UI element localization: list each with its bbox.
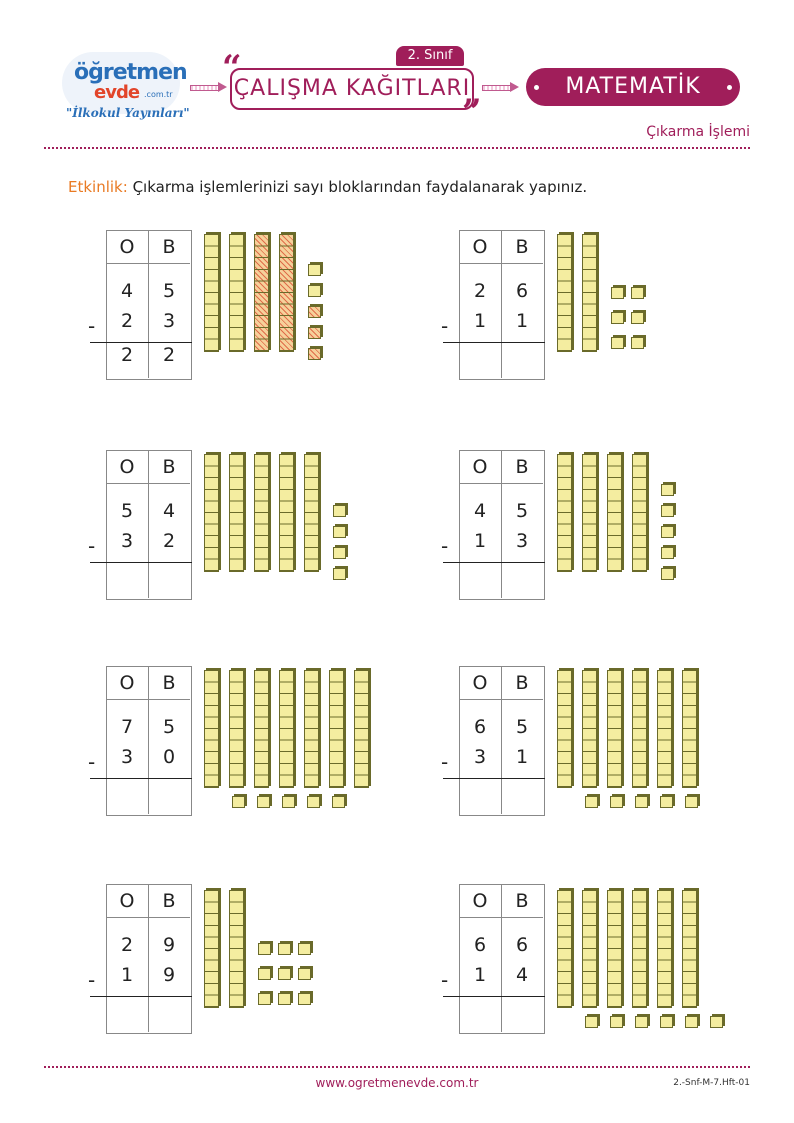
unit-cube xyxy=(610,796,623,808)
minuend-ones: 5 xyxy=(515,716,529,738)
unit-cube xyxy=(258,993,271,1005)
ten-rod xyxy=(682,890,697,1008)
minus-sign: - xyxy=(88,314,96,338)
unit-cube xyxy=(635,1016,648,1028)
header-tens: O xyxy=(472,672,488,694)
minuend-tens: 7 xyxy=(120,716,134,738)
minuend-ones: 5 xyxy=(162,716,176,738)
ten-rod xyxy=(304,454,319,572)
minuend-ones: 6 xyxy=(515,280,529,302)
ten-rod xyxy=(229,670,244,788)
logo-domain: .com.tr xyxy=(144,90,173,99)
ten-rod xyxy=(204,890,219,1008)
header-tens: O xyxy=(472,456,488,478)
header-tens: O xyxy=(119,456,135,478)
unit-cube xyxy=(278,993,291,1005)
header-ones: B xyxy=(515,456,529,478)
grade-tab: 2. Sınıf xyxy=(396,46,464,66)
unit-cube xyxy=(685,796,698,808)
unit-cube xyxy=(631,312,644,324)
subtrahend-ones: 1 xyxy=(515,746,529,768)
close-quote-icon: ” xyxy=(462,92,482,132)
answer-line xyxy=(90,342,192,343)
base-ten-blocks-8 xyxy=(557,888,717,1034)
ten-rod xyxy=(204,234,219,352)
footer-divider xyxy=(44,1066,750,1068)
unit-cube xyxy=(585,1016,598,1028)
base-ten-blocks-5 xyxy=(204,668,364,814)
unit-cube xyxy=(308,327,321,339)
footer-url[interactable]: www.ogretmenevde.com.tr xyxy=(315,1076,479,1090)
unit-cube xyxy=(661,547,674,559)
ten-rod xyxy=(607,890,622,1008)
minus-sign: - xyxy=(88,534,96,558)
ten-rod xyxy=(279,234,294,352)
ten-rod xyxy=(582,454,597,572)
ten-rod xyxy=(204,454,219,572)
base-ten-blocks-4 xyxy=(557,452,687,578)
header-tens: O xyxy=(472,890,488,912)
answer-ones[interactable]: 2 xyxy=(162,344,176,366)
unit-cube xyxy=(308,264,321,276)
unit-cube xyxy=(282,796,295,808)
unit-cube xyxy=(308,285,321,297)
unit-cube xyxy=(661,568,674,580)
instruction-text: Çıkarma işlemlerinizi sayı bloklarından faydalanarak yapınız. xyxy=(132,178,588,196)
logo-word-evde: evde xyxy=(94,82,140,103)
topic-label: Çıkarma İşlemi xyxy=(646,124,750,140)
minuend-tens: 6 xyxy=(473,934,487,956)
unit-cube xyxy=(333,526,346,538)
ten-rod xyxy=(582,670,597,788)
unit-cube xyxy=(298,943,311,955)
minus-sign: - xyxy=(441,750,449,774)
ten-rod xyxy=(354,670,369,788)
ten-rod xyxy=(557,670,572,788)
unit-cube xyxy=(332,796,345,808)
header-tens: O xyxy=(119,890,135,912)
ten-rod xyxy=(632,890,647,1008)
header-tens: O xyxy=(119,236,135,258)
subtrahend-tens: 1 xyxy=(120,964,134,986)
answer-tens[interactable]: 2 xyxy=(120,344,134,366)
unit-cube xyxy=(308,306,321,318)
unit-cube xyxy=(278,943,291,955)
subtrahend-tens: 3 xyxy=(473,746,487,768)
answer-line xyxy=(90,996,192,997)
subtrahend-tens: 2 xyxy=(120,310,134,332)
unit-cube xyxy=(611,287,624,299)
open-quote-icon: “ xyxy=(222,48,242,88)
header-divider xyxy=(44,147,750,149)
ten-rod xyxy=(254,454,269,572)
unit-cube xyxy=(298,993,311,1005)
ten-rod xyxy=(329,670,344,788)
ten-rod xyxy=(304,670,319,788)
logo-tagline: "İlkokul Yayınları" xyxy=(66,106,190,120)
minuend-ones: 4 xyxy=(162,500,176,522)
subtrahend-ones: 2 xyxy=(162,530,176,552)
instruction-label: Etkinlik: xyxy=(68,178,128,196)
subtrahend-tens: 1 xyxy=(473,310,487,332)
worksheet-title-box xyxy=(230,68,474,110)
instruction xyxy=(68,178,587,196)
minus-sign: - xyxy=(441,314,449,338)
problem-7 xyxy=(88,884,192,1034)
unit-cube xyxy=(333,505,346,517)
minus-sign: - xyxy=(441,534,449,558)
unit-cube xyxy=(258,968,271,980)
unit-cube xyxy=(278,968,291,980)
answer-line xyxy=(90,778,192,779)
unit-cube xyxy=(333,568,346,580)
arrow-right-icon xyxy=(482,82,520,92)
ten-rod xyxy=(557,234,572,352)
problem-8 xyxy=(441,884,545,1034)
ten-rod xyxy=(607,670,622,788)
problem-4 xyxy=(441,450,545,600)
header-ones: B xyxy=(162,890,176,912)
ten-rod xyxy=(279,670,294,788)
subtrahend-tens: 3 xyxy=(120,746,134,768)
ten-rod xyxy=(279,454,294,572)
ten-rod xyxy=(682,670,697,788)
base-ten-blocks-3 xyxy=(204,452,354,578)
ten-rod xyxy=(582,890,597,1008)
minuend-ones: 9 xyxy=(162,934,176,956)
subject-label: MATEMATİK xyxy=(565,74,701,99)
ten-rod xyxy=(607,454,622,572)
unit-cube xyxy=(661,526,674,538)
ten-rod xyxy=(204,670,219,788)
minuend-tens: 2 xyxy=(120,934,134,956)
subtrahend-ones: 3 xyxy=(515,530,529,552)
minuend-tens: 4 xyxy=(473,500,487,522)
base-ten-blocks-2 xyxy=(557,232,657,358)
header-ones: B xyxy=(515,236,529,258)
unit-cube xyxy=(631,337,644,349)
unit-cube xyxy=(710,1016,723,1028)
unit-cube xyxy=(610,1016,623,1028)
subtrahend-tens: 1 xyxy=(473,964,487,986)
unit-cube xyxy=(232,796,245,808)
ten-rod xyxy=(229,454,244,572)
answer-line xyxy=(90,562,192,563)
problem-5 xyxy=(88,666,192,816)
unit-cube xyxy=(635,796,648,808)
subtrahend-ones: 4 xyxy=(515,964,529,986)
unit-cube xyxy=(333,547,346,559)
footer-code: 2.-Snf-M-7.Hft-01 xyxy=(673,1078,750,1088)
subtrahend-tens: 1 xyxy=(473,530,487,552)
problem-6 xyxy=(441,666,545,816)
minuend-tens: 4 xyxy=(120,280,134,302)
minuend-ones: 5 xyxy=(162,280,176,302)
header-ones: B xyxy=(162,236,176,258)
base-ten-blocks-1 xyxy=(204,232,334,358)
unit-cube xyxy=(307,796,320,808)
ten-rod xyxy=(657,890,672,1008)
header-tens: O xyxy=(472,236,488,258)
bullet-icon xyxy=(534,85,539,90)
unit-cube xyxy=(685,1016,698,1028)
base-ten-blocks-6 xyxy=(557,668,707,814)
answer-line xyxy=(443,996,545,997)
header-ones: B xyxy=(515,890,529,912)
minuend-tens: 2 xyxy=(473,280,487,302)
minuend-ones: 5 xyxy=(515,500,529,522)
answer-line xyxy=(443,778,545,779)
minus-sign: - xyxy=(88,968,96,992)
unit-cube xyxy=(611,312,624,324)
subtrahend-ones: 3 xyxy=(162,310,176,332)
minus-sign: - xyxy=(88,750,96,774)
unit-cube xyxy=(660,796,673,808)
publisher-logo xyxy=(58,48,188,130)
subtrahend-ones: 9 xyxy=(162,964,176,986)
unit-cube xyxy=(257,796,270,808)
minuend-tens: 5 xyxy=(120,500,134,522)
worksheet-title: ÇALIŞMA KAĞITLARI xyxy=(233,76,471,101)
ten-rod xyxy=(557,890,572,1008)
unit-cube xyxy=(660,1016,673,1028)
problem-1 xyxy=(88,230,192,380)
subject-pill xyxy=(526,68,740,106)
ten-rod xyxy=(557,454,572,572)
ten-rod xyxy=(632,454,647,572)
unit-cube xyxy=(661,505,674,517)
problem-3 xyxy=(88,450,192,600)
ten-rod xyxy=(582,234,597,352)
unit-cube xyxy=(611,337,624,349)
unit-cube xyxy=(308,348,321,360)
logo-word-ogretmen: öğretmen xyxy=(74,60,187,85)
minus-sign: - xyxy=(441,968,449,992)
unit-cube xyxy=(661,484,674,496)
header-ones: B xyxy=(162,456,176,478)
ten-rod xyxy=(229,234,244,352)
ten-rod xyxy=(657,670,672,788)
header-ones: B xyxy=(515,672,529,694)
subtrahend-tens: 3 xyxy=(120,530,134,552)
answer-line xyxy=(443,342,545,343)
base-ten-blocks-7 xyxy=(204,888,334,1014)
minuend-tens: 6 xyxy=(473,716,487,738)
minuend-ones: 6 xyxy=(515,934,529,956)
bullet-icon xyxy=(727,85,732,90)
subtrahend-ones: 0 xyxy=(162,746,176,768)
problem-2 xyxy=(441,230,545,380)
unit-cube xyxy=(298,968,311,980)
unit-cube xyxy=(585,796,598,808)
unit-cube xyxy=(258,943,271,955)
header-tens: O xyxy=(119,672,135,694)
ten-rod xyxy=(632,670,647,788)
ten-rod xyxy=(254,234,269,352)
ten-rod xyxy=(254,670,269,788)
ten-rod xyxy=(229,890,244,1008)
header-ones: B xyxy=(162,672,176,694)
subtrahend-ones: 1 xyxy=(515,310,529,332)
answer-line xyxy=(443,562,545,563)
unit-cube xyxy=(631,287,644,299)
